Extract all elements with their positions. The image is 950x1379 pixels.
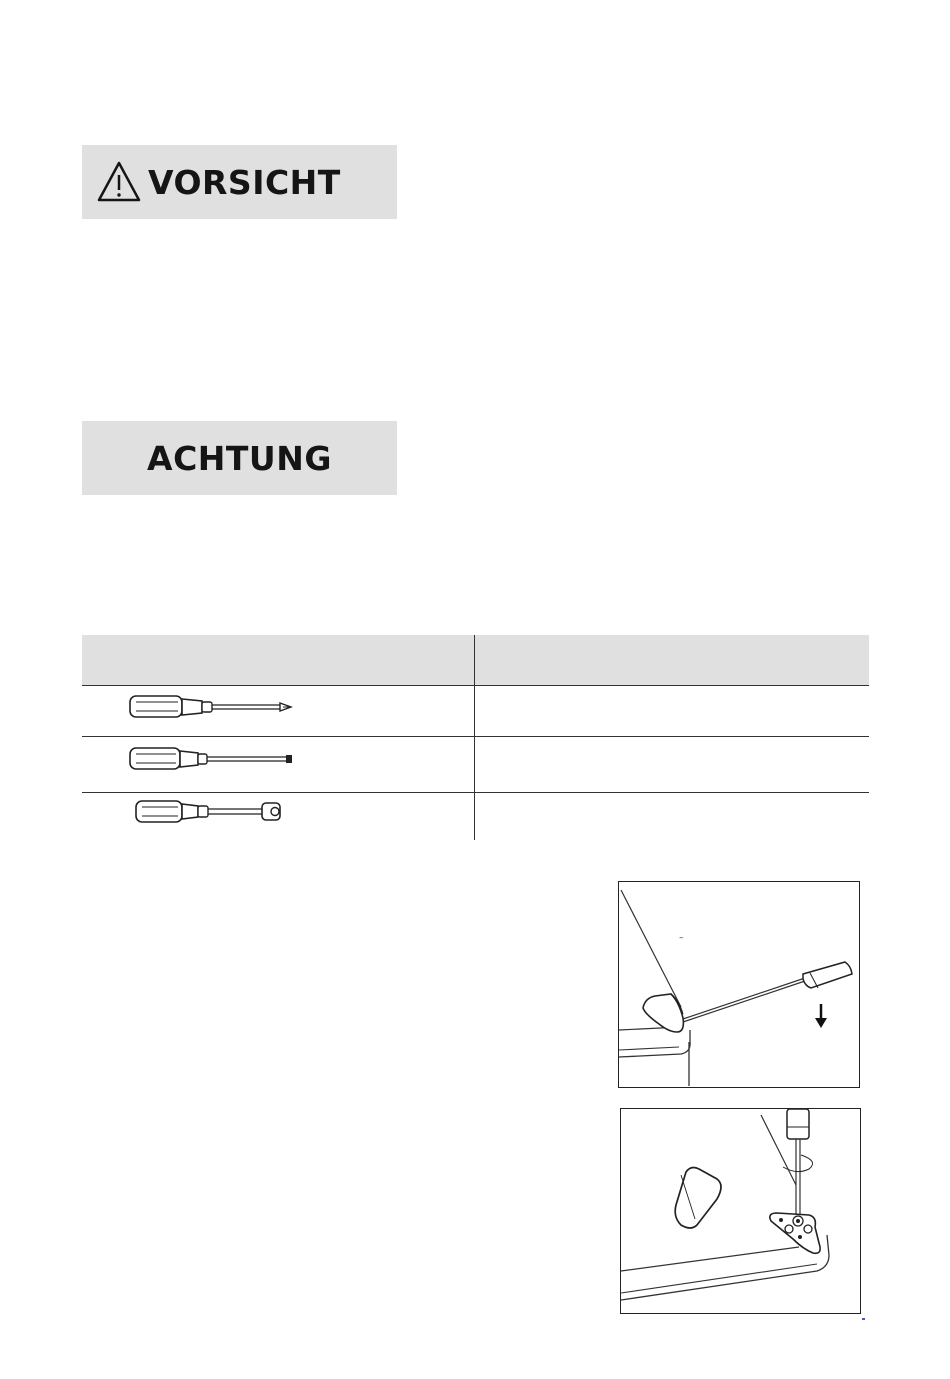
hinge-screw-removal-illustration — [620, 1108, 861, 1314]
socket-wrench-icon — [134, 796, 294, 828]
flat-screwdriver-icon — [128, 742, 298, 776]
attention-label: ACHTUNG — [147, 438, 332, 478]
table-header — [82, 635, 869, 685]
attention-banner — [82, 421, 397, 495]
down-arrow-icon — [815, 1004, 827, 1028]
table-row — [82, 685, 869, 736]
caution-banner — [82, 145, 397, 219]
caution-label: VORSICHT — [148, 162, 341, 202]
tools-table — [82, 635, 869, 840]
table-row — [82, 792, 869, 840]
page-mark — [862, 1318, 865, 1320]
warning-triangle-icon — [96, 160, 142, 204]
rotation-arrow-icon — [783, 1155, 813, 1172]
figure-annotation: – — [679, 933, 684, 943]
hinge-cover-removal-illustration — [618, 881, 860, 1088]
phillips-screwdriver-icon — [128, 690, 298, 724]
table-row — [82, 736, 869, 792]
